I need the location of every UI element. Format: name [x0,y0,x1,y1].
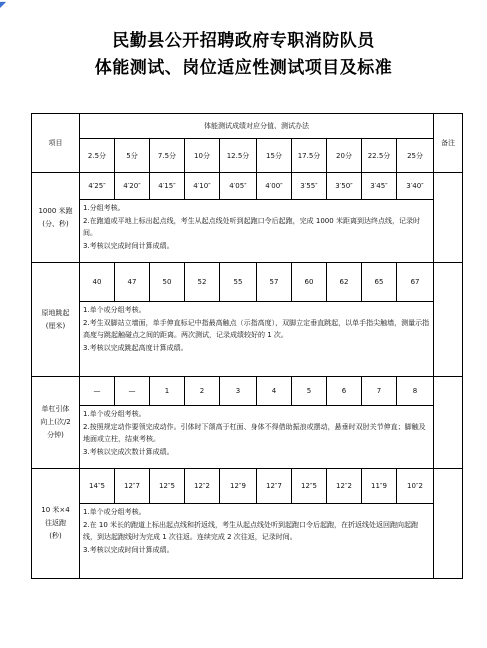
header-note-cell: 备注 [434,114,463,173]
rule-line: 1.分组考核。 [83,204,125,212]
value-cell: 40 [80,263,115,302]
item-label: (厘米) [45,321,66,330]
item-label: 10 米×4 [41,506,70,514]
rule-line: 3.考核以完成跳起高度计算成绩。 [83,343,188,352]
table-row [32,173,463,200]
score-cell: 22.5分 [362,139,397,173]
item-cell [32,263,80,377]
value-cell: 6 [327,377,362,406]
item-label: 1000 米跑 [38,206,73,215]
rule-line: 2.在跑道或平地上标出起点线，考生从起点线处听到起跑口令后起跑，完成 1000 米距离到达终点线，记录时间。 [83,216,420,237]
rule-line: 1.单个或分组考核。 [83,508,146,516]
score-row [32,139,463,173]
value-cell: 12″2 [185,469,220,504]
value-cell: 8 [397,377,434,406]
rule-cell [80,200,434,263]
note-cell [434,469,463,579]
item-label: (分、秒) [42,219,69,228]
value-cell: 14″5 [80,469,115,504]
header-item-cell: 项目 [32,114,80,173]
note-cell [434,377,463,469]
page-title-line-1: 民勤县公开招聘政府专职消防队员 [112,31,375,51]
table-row [32,302,463,377]
note-cell [434,263,463,377]
value-cell: 5 [292,377,327,406]
value-cell: 4′05″ [220,173,257,200]
value-cell: 12″9 [220,469,257,504]
header-group-cell: 体能测试成绩对应分值、测试办法 [80,114,434,139]
value-cell: 62 [327,263,362,302]
table-row [32,469,463,504]
rule-line: 2.按照规定动作要领完成动作。引体时下颌高于杠面、身体不得借助振浪或摆动，悬垂时双肘关节伸直；脚触及地面或立柱，结束考核。 [83,422,426,443]
score-cell: 5分 [115,139,150,173]
page-title-line-2: 体能测试、岗位适应性测试项目及标准 [94,58,393,78]
value-cell: — [80,377,115,406]
value-cell: 55 [220,263,257,302]
rule-line: 3.考核以完成次数计算成绩。 [83,447,174,456]
value-cell: 12″5 [292,469,327,504]
value-cell: 2 [185,377,220,406]
score-cell: 25分 [397,139,434,173]
value-cell: 4′25″ [80,173,115,200]
value-cell: 11″9 [362,469,397,504]
value-cell: 67 [397,263,434,302]
table-row [32,263,463,302]
score-cell: 15分 [257,139,292,173]
value-cell: 52 [185,263,220,302]
table-row [32,504,463,579]
value-cell: 7 [362,377,397,406]
item-label: 原地跳起 [41,308,70,317]
standards-table [31,113,463,579]
rule-cell [80,406,434,469]
rule-line: 3.考核以完成时间计算成绩。 [83,241,174,250]
item-label: 单杠引体 [41,405,70,413]
item-cell [32,469,80,579]
value-cell: 4′10″ [185,173,220,200]
value-cell: 47 [115,263,150,302]
value-cell: 3 [220,377,257,406]
item-cell [32,173,80,263]
rule-line: 1.单个或分组考核。 [83,306,146,314]
score-cell: 10分 [185,139,220,173]
rule-line: 2.在 10 米长的跑道上标出起点线和折返线，考生从起点线处听到起跑口令后起跑，在折返线处返回跑向起跑线，到达起跑线时为完成 1 次往返。连续完成 2 次往返，记录时间。 [83,520,419,541]
table-row [32,200,463,263]
table-row [32,377,463,406]
value-cell: 1 [150,377,185,406]
value-cell: — [115,377,150,406]
value-cell: 65 [362,263,397,302]
comment-marker-icon[interactable]: ◤ [0,0,7,9]
rule-line: 2.考生双脚站立墙面，单手伸直标记中指最高触点（示指高度），双脚立定垂直跳起，以单手指尖触墙，测量示指高度与跳起触碰点之间的距离。两次测试，记录成绩较好的 1 次。 [83,318,430,339]
score-cell: 17.5分 [292,139,327,173]
value-cell: 3′50″ [327,173,362,200]
value-cell: 12″7 [115,469,150,504]
value-cell: 4′15″ [150,173,185,200]
item-cell [32,377,80,469]
rule-line: 1.单个或分组考核。 [83,410,146,418]
score-cell: 20分 [327,139,362,173]
value-cell: 50 [150,263,185,302]
rule-cell [80,504,434,579]
note-cell [434,173,463,263]
value-cell: 3′45″ [362,173,397,200]
value-cell: 12″7 [257,469,292,504]
item-label: 向上(次/2 [40,418,71,426]
item-label: 往返跑 [45,519,66,527]
score-cell: 2.5分 [80,139,115,173]
value-cell: 12″5 [150,469,185,504]
value-cell: 4′20″ [115,173,150,200]
value-cell: 3′55″ [292,173,327,200]
score-cell: 12.5分 [220,139,257,173]
table-row [32,406,463,469]
value-cell: 4′00″ [257,173,292,200]
value-cell: 12″2 [327,469,362,504]
value-cell: 10″2 [397,469,434,504]
item-label: 分钟) [47,431,64,439]
value-cell: 3′40″ [397,173,434,200]
item-label: (秒) [49,532,62,540]
rule-cell [80,302,434,377]
score-cell: 7.5分 [150,139,185,173]
header-row [32,114,463,139]
rule-line: 3.考核以完成时间计算成绩。 [83,545,174,554]
value-cell: 57 [257,263,292,302]
value-cell: 60 [292,263,327,302]
value-cell: 4 [257,377,292,406]
